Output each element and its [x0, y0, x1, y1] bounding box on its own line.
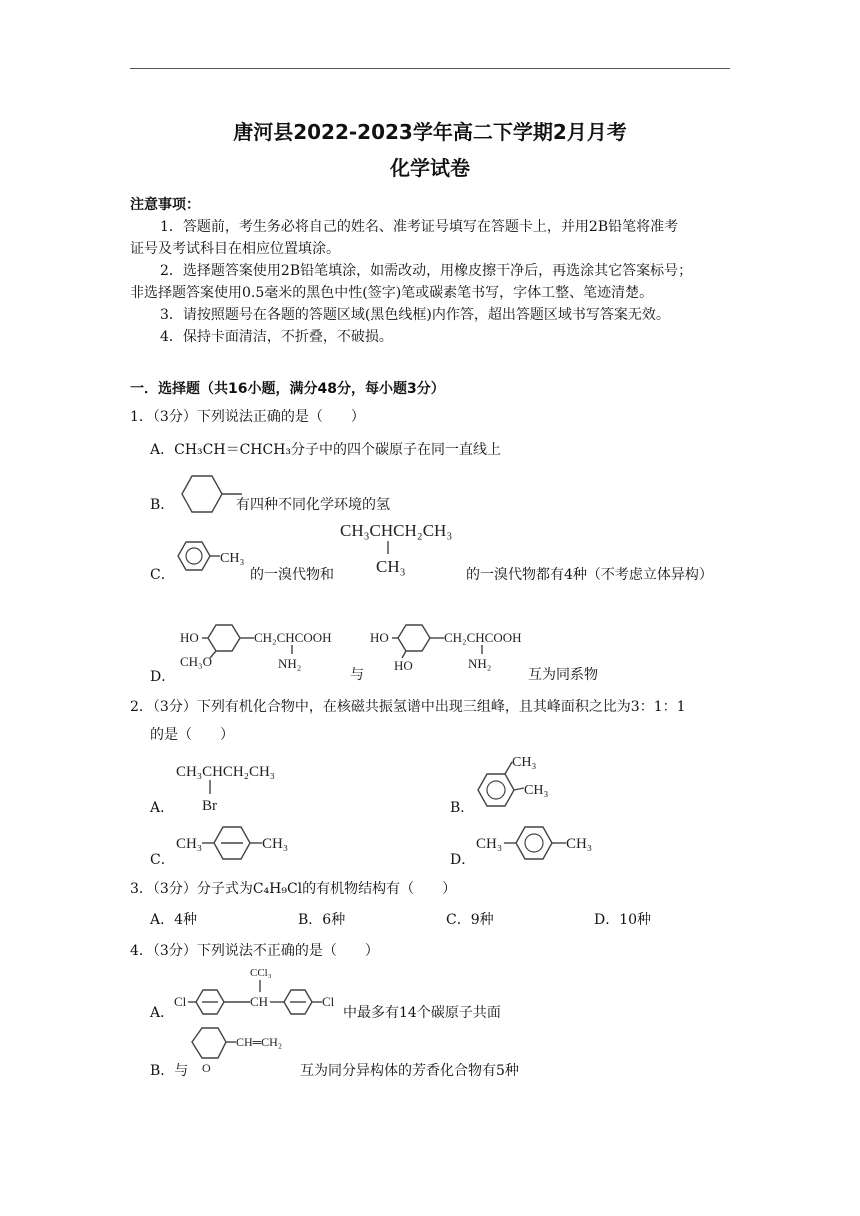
ddt-structure — [172, 962, 347, 1024]
q2-stem: 2．（3分）下列有机化合物中，在核磁共振氢谱中出现三组峰，且其峰面积之比为3：1：1 — [130, 699, 686, 715]
2-bromobutane-structure — [174, 758, 294, 814]
q1-option-b-text: 有四种不同化学环境的氢 — [236, 497, 390, 513]
q2-option-a-label: A． — [150, 800, 175, 816]
q3-option-c: C．9种 — [446, 912, 494, 928]
dopa-structure — [368, 622, 538, 680]
notice-item-2-cont: 非选择题答案使用0.5毫米的黑色中性(签字)笔或碳素笔书写，字体工整、笔迹清楚。 — [130, 285, 654, 301]
svg-text:CH₃: CH₃ — [376, 557, 406, 576]
p-xylene-structure-c — [174, 822, 314, 864]
exam-title: 唐河县2022-2023学年高二下学期2月月考 — [233, 120, 627, 144]
q2-option-c-label: C． — [150, 852, 175, 868]
q1-stem: 1．（3分）下列说法正确的是（ ） — [130, 409, 365, 425]
notice-item-2: 2．选择题答案使用2B铅笔填涂，如需改动，用橡皮擦干净后，再选涂其它答案标号； — [160, 263, 693, 279]
notice-item-3: 3．请按照题号在各题的答题区域(黑色线框)内作答，超出答题区域书写答案无效。 — [160, 307, 670, 323]
q4-stem: 4．（3分）下列说法不正确的是（ ） — [130, 943, 379, 959]
svg-text:HO: HO — [370, 630, 389, 645]
svg-text:CH₃CHCH₂CH₃: CH₃CHCH₂CH₃ — [340, 521, 453, 540]
svg-text:CH₃O: CH₃O — [180, 654, 212, 669]
q2-stem-cont: 的是（ ） — [150, 727, 234, 743]
q1-option-d-label: D． — [150, 669, 176, 685]
svg-text:CH₃: CH₃ — [220, 551, 245, 566]
methylcyclohexane-structure — [172, 470, 244, 518]
svg-text:NH₂: NH₂ — [468, 656, 492, 671]
q3-option-d: D．10种 — [594, 912, 652, 928]
q4-option-b-text: 互为同分异构体的芳香化合物有5种 — [300, 1063, 519, 1079]
svg-text:CH: CH — [250, 994, 269, 1009]
vinyl-pyran-structure — [188, 1024, 288, 1076]
methyldopa-like-structure — [178, 622, 348, 680]
svg-text:CH₃: CH₃ — [512, 755, 537, 770]
svg-text:CH₂CHCOOH: CH₂CHCOOH — [254, 630, 332, 645]
toluene-structure — [172, 536, 252, 580]
svg-text:CH₃: CH₃ — [524, 783, 549, 798]
o-xylene-structure — [470, 748, 570, 818]
q1-option-c-end: 的一溴代物都有4种（不考虑立体异构） — [466, 567, 713, 583]
notice-item-1-cont: 证号及考试科目在相应位置填涂。 — [130, 241, 340, 257]
svg-text:O: O — [202, 1061, 211, 1075]
q2-option-d-label: D． — [450, 852, 476, 868]
q1-option-c-mid: 的一溴代物和 — [250, 567, 334, 583]
q4-option-a-label: A． — [150, 1005, 175, 1021]
notice-item-1: 1．答题前，考生务必将自己的姓名、准考证号填写在答题卡上，并用2B铅笔将准考 — [160, 219, 679, 235]
q1-option-c-label: C． — [150, 567, 175, 583]
svg-text:CH₃: CH₃ — [566, 836, 593, 852]
q1-option-a: A．CH₃CH＝CHCH₃分子中的四个碳原子在同一直线上 — [150, 442, 502, 458]
svg-text:Cl: Cl — [322, 994, 335, 1009]
q2-option-b-label: B． — [450, 800, 475, 816]
svg-text:Cl: Cl — [174, 994, 187, 1009]
svg-text:NH₂: NH₂ — [278, 656, 302, 671]
svg-text:HO: HO — [394, 658, 413, 673]
q3-option-b: B．6种 — [298, 912, 346, 928]
svg-text:HO: HO — [180, 630, 199, 645]
section-heading: 一．选择题（共16小题，满分48分，每小题3分） — [130, 381, 445, 397]
svg-text:CH₂CHCOOH: CH₂CHCOOH — [444, 630, 522, 645]
svg-text:CH₃: CH₃ — [476, 836, 503, 852]
notice-heading: 注意事项： — [130, 197, 200, 213]
svg-text:CH₃CHCH₂CH₃: CH₃CHCH₂CH₃ — [176, 764, 276, 780]
notice-item-4: 4．保持卡面清洁，不折叠，不破损。 — [160, 329, 393, 345]
q1-option-d-mid: 与 — [350, 667, 364, 683]
isopentane-structure — [338, 518, 468, 578]
q4-option-a-text: 中最多有14个碳原子共面 — [343, 1005, 501, 1021]
svg-text:CH═CH₂: CH═CH₂ — [236, 1035, 283, 1049]
exam-subtitle: 化学试卷 — [390, 156, 470, 180]
q3-option-a: A．4种 — [150, 912, 198, 928]
svg-text:CH₃: CH₃ — [176, 836, 203, 852]
q1-option-d-end: 互为同系物 — [528, 667, 598, 683]
svg-text:CCl₃: CCl₃ — [250, 967, 272, 979]
q3-stem: 3．（3分）分子式为C₄H₉Cl的有机物结构有（ ） — [130, 881, 457, 897]
q1-option-b-label: B． — [150, 497, 175, 513]
svg-text:Br: Br — [202, 798, 217, 814]
header-rule — [130, 68, 730, 69]
p-xylene-structure-d — [474, 818, 614, 864]
svg-text:CH₃: CH₃ — [262, 836, 289, 852]
q4-option-b-label: B．与 — [150, 1063, 189, 1079]
